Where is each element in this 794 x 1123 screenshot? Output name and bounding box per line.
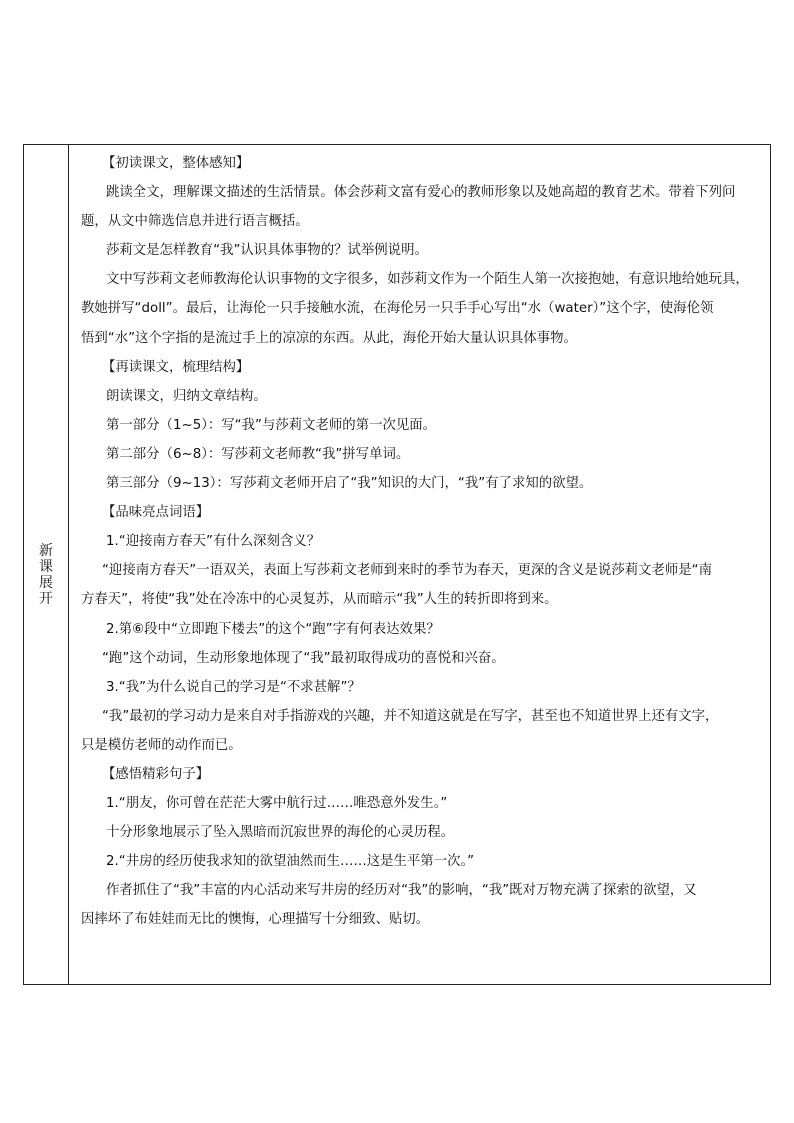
section-heading: 【再读课文，梳理结构】 [102,359,250,375]
text-line: 只是模仿老师的动作而已。 [81,737,242,753]
text-line: 方春天”，将使“我”处在冷冻中的心灵复苏，从而暗示“我”人生的转折即将到来。 [81,592,558,608]
section-heading: 【品味亮点词语】 [102,505,210,521]
section-label-cell [24,145,69,984]
text-line: 作者抓住了“我”丰富的内心活动来写井房的经历对“我”的影响，“我”既对万物充满了探索的欲望，又 [106,883,697,899]
section-label-char: 新 [39,543,53,559]
lesson-content [70,145,770,984]
section-heading: 【初读课文，整体感知】 [102,156,250,171]
text-line: 跳读全文，理解课文描述的生活情景。体会莎莉文富有爱心的教师形象以及她高超的教育艺术。带着下列问 [106,185,736,201]
text-line: 教她拼写“doll”。最后，让海伦一只手接触水流，在海伦另一只手手心写出“水（water）”这个字，使海伦领 [81,301,714,317]
lesson-table [23,144,771,985]
text-line: 3.“我”为什么说自己的学习是“不求甚解”？ [106,679,361,695]
section-label-char: 课 [39,559,53,575]
text-line: “我”最初的学习动力是来自对手指游戏的兴趣，并不知道这就是在写字，甚至也不知道世界上还有文字， [102,708,719,724]
section-heading: 【感悟精彩句子】 [102,766,210,782]
text-line: 因摔坏了布娃娃而无比的懊悔，心理描写十分细致、贴切。 [81,912,430,928]
text-line: 第三部分（9~13）：写莎莉文老师开启了“我”知识的大门，“我”有了求知的欲望。 [106,476,593,492]
text-line: “跑”这个动词，生动形象地体现了“我”最初取得成功的喜悦和兴奋。 [102,650,505,666]
text-line: 莎莉文是怎样教育“我”认识具体事物的？试举例说明。 [106,243,428,259]
text-line: 第二部分（6~8）：写莎莉文老师教“我”拼写单词。 [106,446,410,462]
text-line: 1.“迎接南方春天”有什么深刻含义？ [106,534,321,550]
text-line: 2.第⑥段中“立即跑下楼去”的这个“跑”字有何表达效果？ [106,621,440,637]
section-label-char: 展 [39,575,53,591]
text-line: 朗读课文，归纳文章结构。 [106,388,267,404]
text-line: 悟到“水”这个字指的是流过手上的凉凉的东西。从此，海伦开始大量认识具体事物。 [81,330,577,346]
text-line: 第一部分（1~5）：写“我”与莎莉文老师的第一次见面。 [106,417,437,433]
text-line: 题，从文中筛选信息并进行语言概括。 [81,214,309,230]
section-label-char: 开 [39,591,53,607]
text-line: 1.“朋友，你可曾在茫茫大雾中航行过……唯恐意外发生。” [106,796,448,812]
section-label [24,543,68,607]
text-line: 文中写莎莉文老师教海伦认识事物的文字很多，如莎莉文作为一个陌生人第一次接抱她，有意识地给她玩具， [106,272,749,288]
text-line: 十分形象地展示了坠入黑暗而沉寂世界的海伦的心灵历程。 [106,825,455,841]
text-line: “迎接南方春天”一语双关，表面上写莎莉文老师到来时的季节为春天，更深的含义是说莎莉文老师是“南 [102,563,712,579]
text-line: 2.“井房的经历使我求知的欲望油然而生……这是生平第一次。” [106,854,475,870]
